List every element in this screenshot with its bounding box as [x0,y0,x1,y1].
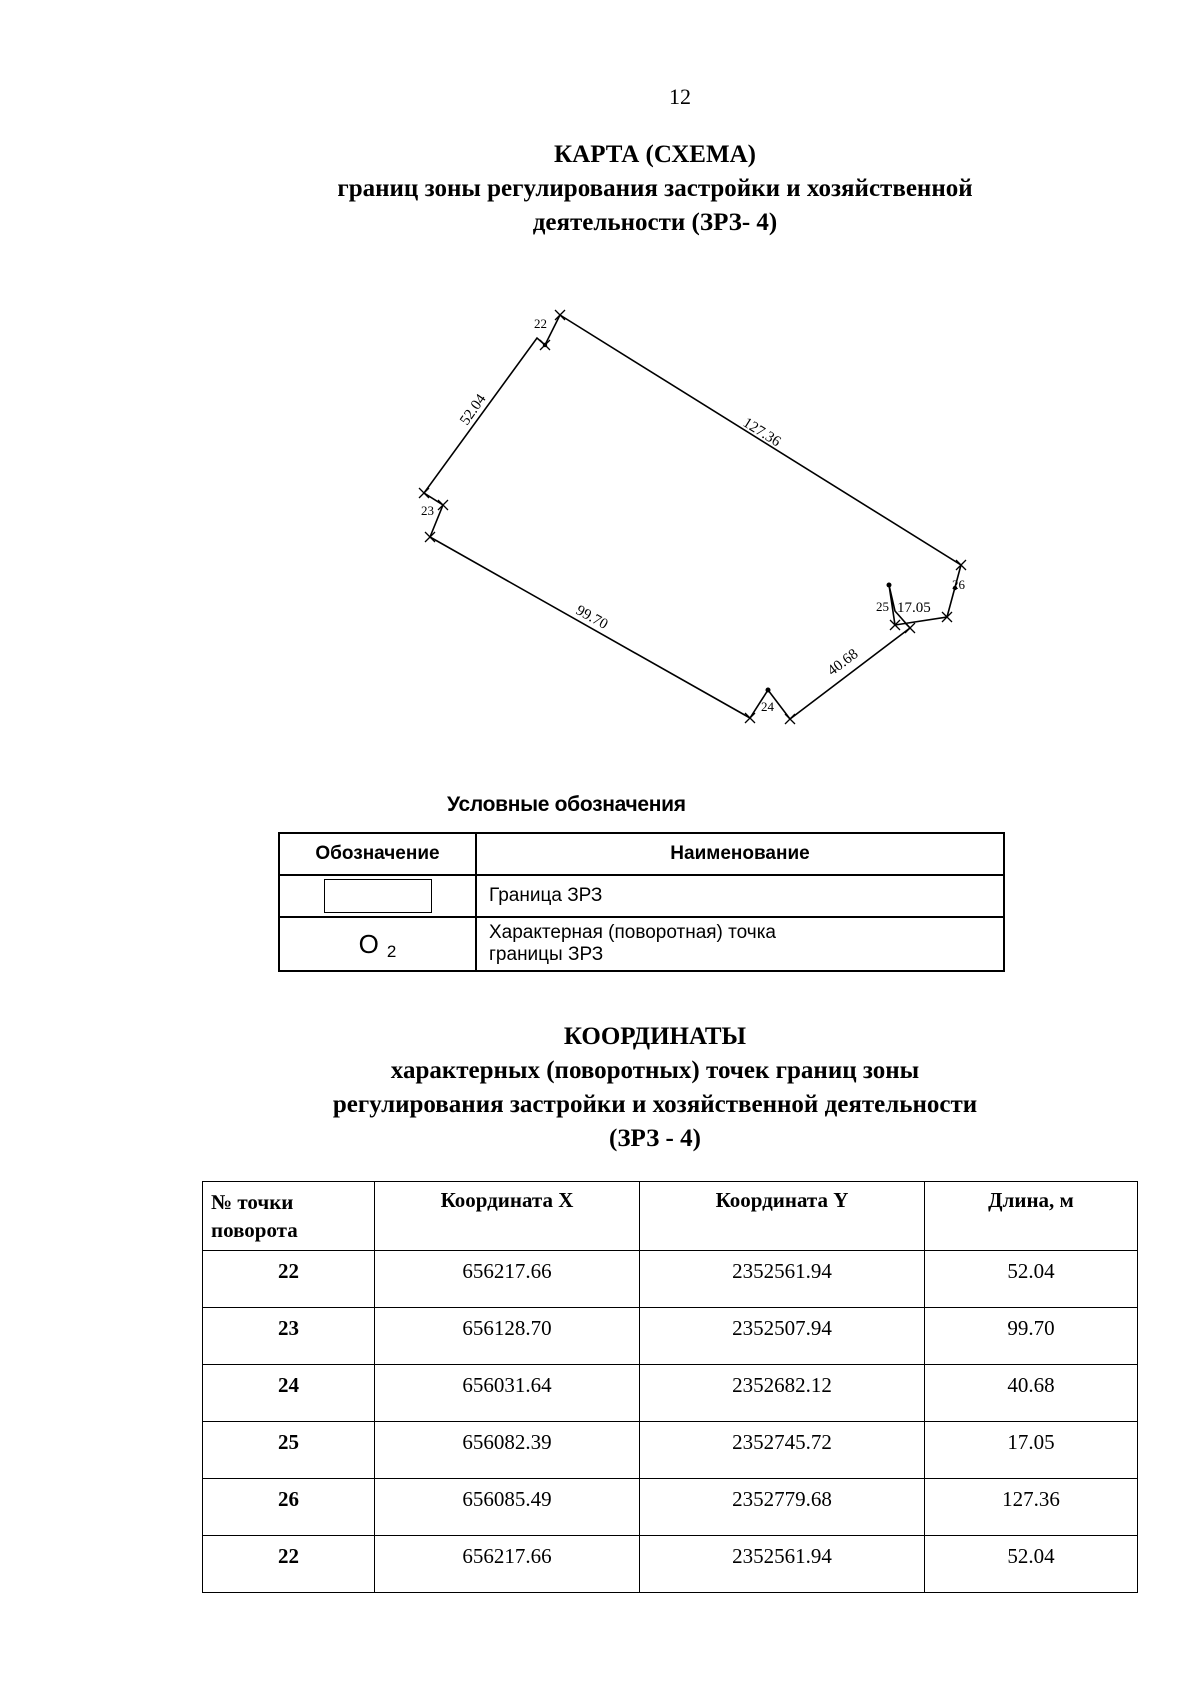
coords-title [55,1020,1200,1156]
header-coordinate-y: Координата Y [640,1182,925,1251]
map-title-line1: КАРТА (СХЕМА) [554,141,756,168]
cell-x: 656085.49 [375,1479,640,1536]
point-symbol-circle: O 2 [358,928,397,961]
table-row [203,1308,1138,1365]
cell-x: 656128.70 [375,1308,640,1365]
cell-length: 99.70 [925,1308,1138,1365]
legend-symbol-cell [279,917,476,971]
legend-row-boundary [279,875,1004,917]
table-row [203,1422,1138,1479]
length-label-40-68: 40.68 [824,646,862,680]
cell-x: 656217.66 [375,1536,640,1593]
legend-row-point [279,917,1004,971]
coordinates-table [202,1181,1138,1593]
header-coordinate-x: Координата X [375,1182,640,1251]
point-label-24: 24 [761,699,774,714]
legend-header-name: Наименование [476,833,1004,875]
cell-point: 26 [203,1479,375,1536]
cell-point: 22 [203,1251,375,1308]
table-row [203,1479,1138,1536]
zone-boundary-line [424,315,961,719]
cell-x: 656082.39 [375,1422,640,1479]
length-label-99-70: 99.70 [573,602,611,633]
cell-length: 52.04 [925,1251,1138,1308]
boundary-symbol-box [324,879,432,913]
cell-point: 25 [203,1422,375,1479]
table-row [203,1536,1138,1593]
point-label-22: 22 [534,316,547,331]
coords-title-line3: регулирования застройки и хозяйственной деятельности [332,1091,978,1118]
cell-length: 52.04 [925,1536,1138,1593]
point-label-25: 25 [876,599,889,614]
cell-y: 2352745.72 [640,1422,925,1479]
coords-title-line2: характерных (поворотных) точек границ зоны [390,1057,920,1084]
cell-y: 2352561.94 [640,1251,925,1308]
map-title-line3: деятельности (ЗРЗ- 4) [532,209,778,236]
table-row [203,1251,1138,1308]
length-label-127-36: 127.36 [739,414,784,451]
cell-point: 24 [203,1365,375,1422]
cell-length: 127.36 [925,1479,1138,1536]
cell-x: 656217.66 [375,1251,640,1308]
table-row [203,1365,1138,1422]
legend-name-point-line1: Характерная (поворотная) точка [489,922,776,943]
legend-header-row [279,833,1004,875]
cell-x: 656031.64 [375,1365,640,1422]
point-symbol-index: 2 [386,941,397,961]
cell-y: 2352682.12 [640,1365,925,1422]
legend-symbol-cell [279,875,476,917]
legend-header-symbol: Обозначение [279,833,476,875]
cell-y: 2352779.68 [640,1479,925,1536]
legend-table [278,832,1005,972]
header-length: Длина, м [925,1182,1138,1251]
length-label-52-04: 52.04 [457,391,490,429]
boundary-map [0,0,1200,780]
point-label-23: 23 [421,503,434,518]
legend-name-point-line2: границы ЗРЗ [489,944,604,965]
coords-title-line1: КООРДИНАТЫ [563,1023,747,1050]
cell-point: 23 [203,1308,375,1365]
legend-name-boundary: Граница ЗРЗ [476,875,1004,917]
legend-caption: Условные обозначения [447,793,686,816]
header-point-number: № точки поворота [203,1182,375,1251]
coords-title-line4: (ЗРЗ - 4) [609,1125,701,1152]
cell-length: 40.68 [925,1365,1138,1422]
cell-length: 17.05 [925,1422,1138,1479]
page-number: 12 [669,84,691,109]
cell-point: 22 [203,1536,375,1593]
legend-name-point [476,917,1004,971]
length-label-17-05: 17.05 [897,600,931,616]
cell-y: 2352507.94 [640,1308,925,1365]
point-label-26: 26 [952,577,965,592]
map-title-line2: границ зоны регулирования застройки и хозяйственной [337,175,973,202]
cell-y: 2352561.94 [640,1536,925,1593]
coords-header-row [203,1182,1138,1251]
